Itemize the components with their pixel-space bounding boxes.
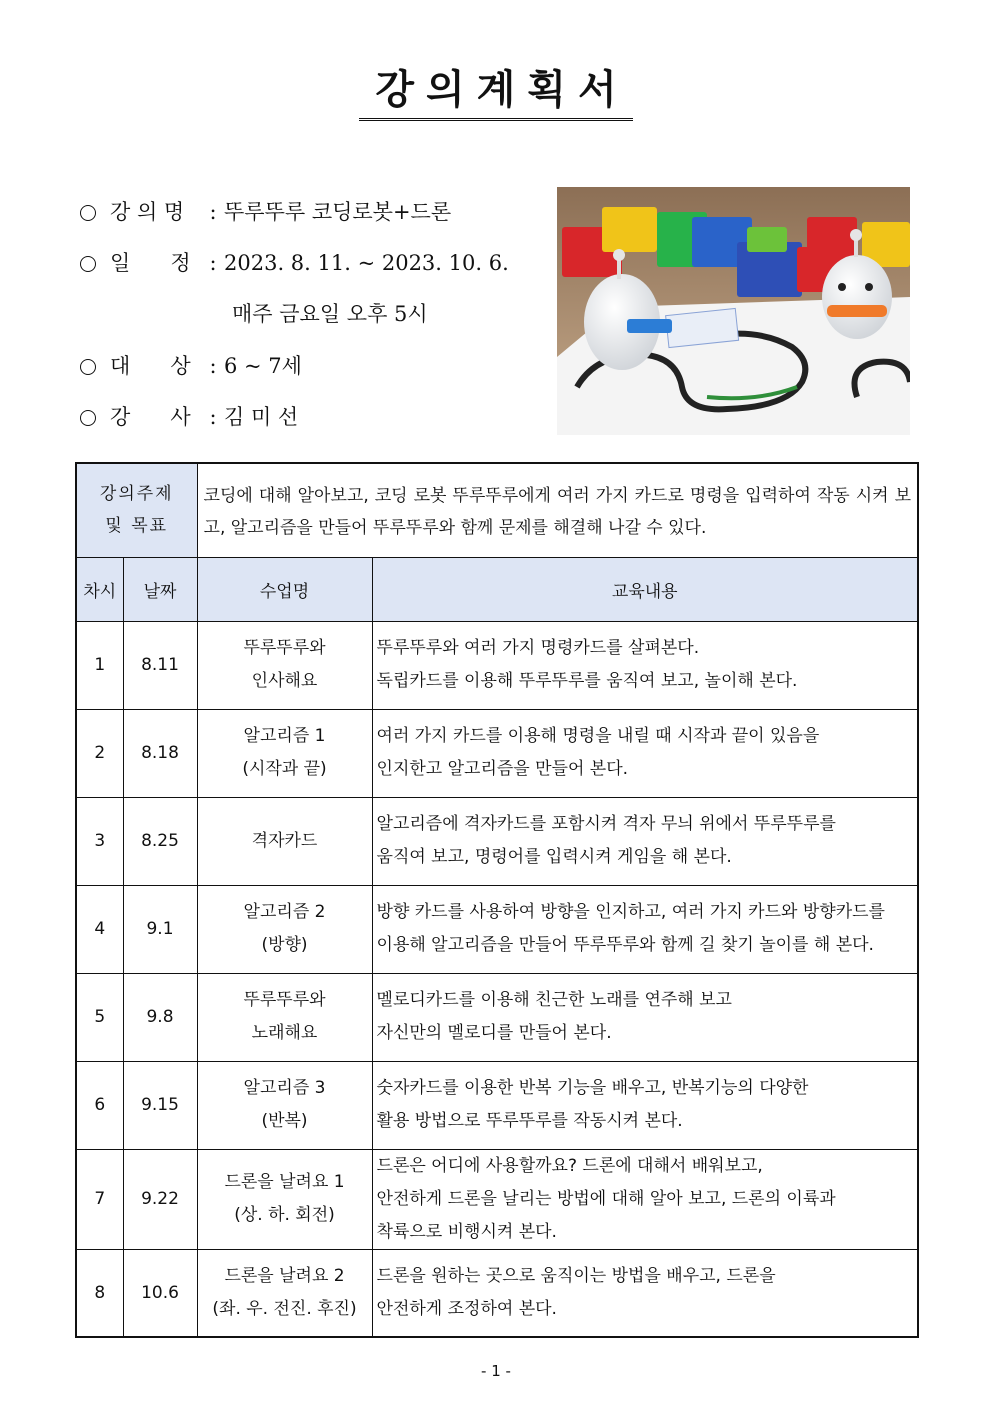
target-value: 6 ~ 7세 — [224, 354, 302, 378]
session-cell: 6 — [76, 1061, 123, 1149]
course-label: 강 의 명 — [110, 200, 185, 224]
date-cell: 9.15 — [123, 1061, 197, 1149]
table-row — [76, 709, 918, 797]
circle-bullet-icon — [80, 256, 96, 272]
info-schedule: 일 정 : 2023. 8. 11. ~ 2023. 10. 6. — [80, 247, 509, 277]
info-instructor: 강 사 : 김 미 선 — [80, 401, 298, 431]
lesson-plan-table — [75, 462, 919, 1338]
circle-bullet-icon — [80, 359, 96, 375]
table-row — [76, 1249, 918, 1337]
class-name-line: 알고리즘 1 — [243, 726, 326, 746]
content-line: 이용해 알고리즘을 만들어 뚜루뚜루와 함께 길 찾기 놀이를 해 본다. — [376, 935, 874, 955]
class-name-cell — [197, 1249, 372, 1337]
goal-label: 강의주제 및 목표 — [76, 463, 197, 557]
content-cell — [372, 1249, 918, 1337]
date-cell: 10.6 — [123, 1249, 197, 1337]
content-line: 뚜루뚜루와 여러 가지 명령카드를 살펴본다. — [376, 638, 700, 658]
session-cell: 2 — [76, 709, 123, 797]
class-name-line: 뚜루뚜루와 — [243, 990, 326, 1010]
schedule-label: 일 정 — [110, 251, 191, 275]
col-content: 교육내용 — [372, 557, 918, 621]
class-name-line: 인사해요 — [251, 671, 318, 691]
content-line: 멜로디카드를 이용해 친근한 노래를 연주해 보고 — [376, 990, 732, 1010]
session-cell: 5 — [76, 973, 123, 1061]
content-line: 알고리즘에 격자카드를 포함시켜 격자 무늬 위에서 뚜루뚜루를 — [376, 814, 836, 834]
content-line: 안전하게 조정하여 본다. — [376, 1298, 557, 1319]
class-name-line: 알고리즘 2 — [243, 902, 326, 922]
document-title: 강의계획서 — [0, 66, 992, 121]
content-line: 드론을 원하는 곳으로 움직이는 방법을 배우고, 드론을 — [376, 1265, 776, 1286]
class-name-cell — [197, 885, 372, 973]
class-name-line: 드론을 날려요 2 — [224, 1265, 345, 1286]
table-row — [76, 621, 918, 709]
schedule-value: 2023. 8. 11. ~ 2023. 10. 6. — [224, 251, 509, 275]
content-line: 인지한고 알고리즘을 만들어 본다. — [376, 759, 629, 779]
content-line: 드론은 어디에 사용할까요? 드론에 대해서 배워보고, — [376, 1155, 763, 1176]
instructor-value: 김 미 선 — [224, 405, 299, 429]
class-name-line: 알고리즘 3 — [243, 1078, 326, 1098]
content-line: 안전하게 드론을 날리는 방법에 대해 알아 보고, 드론의 이륙과 — [376, 1188, 836, 1209]
page-number: - 1 - — [481, 1362, 511, 1380]
date-cell: 8.11 — [123, 621, 197, 709]
class-name-cell — [197, 1061, 372, 1149]
content-cell — [372, 885, 918, 973]
table-row — [76, 1149, 918, 1249]
target-label: 대 상 — [110, 354, 191, 378]
class-name-line: (방향) — [261, 935, 308, 955]
date-cell: 8.25 — [123, 797, 197, 885]
schedule-time: 매주 금요일 오후 5시 — [232, 302, 428, 326]
circle-bullet-icon — [80, 205, 96, 221]
col-session: 차시 — [76, 557, 123, 621]
table-row — [76, 973, 918, 1061]
class-name-line: (반복) — [261, 1111, 308, 1131]
content-cell — [372, 973, 918, 1061]
class-name-line: 뚜루뚜루와 — [243, 638, 326, 658]
class-name-line: (시작과 끝) — [242, 759, 327, 779]
content-line: 방향 카드를 사용하여 방향을 인지하고, 여러 가지 카드와 방향카드를 — [376, 902, 885, 922]
class-name-line: (좌. 우. 전진. 후진) — [212, 1298, 357, 1319]
session-cell: 1 — [76, 621, 123, 709]
col-date: 날짜 — [123, 557, 197, 621]
goal-row — [76, 463, 918, 557]
info-course: 강 의 명 : 뚜루뚜루 코딩로봇+드론 — [80, 196, 451, 226]
date-cell: 9.1 — [123, 885, 197, 973]
class-name-line: 노래해요 — [251, 1023, 318, 1043]
class-name-line: 격자카드 — [251, 830, 318, 851]
date-cell: 9.22 — [123, 1149, 197, 1249]
content-line: 착륙으로 비행시켜 본다. — [376, 1221, 557, 1242]
content-cell — [372, 1061, 918, 1149]
content-line: 여러 가지 카드를 이용해 명령을 내릴 때 시작과 끝이 있음을 — [376, 726, 820, 746]
class-name-line: 드론을 날려요 1 — [224, 1172, 345, 1192]
class-name-cell — [197, 797, 372, 885]
content-line: 활용 방법으로 뚜루뚜루를 작동시켜 본다. — [376, 1111, 683, 1131]
session-cell: 4 — [76, 885, 123, 973]
course-value: 뚜루뚜루 코딩로봇+드론 — [224, 200, 452, 224]
content-cell — [372, 797, 918, 885]
class-name-cell — [197, 973, 372, 1061]
class-name-cell — [197, 1149, 372, 1249]
table-row — [76, 885, 918, 973]
circle-bullet-icon — [80, 410, 96, 426]
content-cell — [372, 709, 918, 797]
goal-text: 코딩에 대해 알아보고, 코딩 로봇 뚜루뚜루에게 여러 가지 카드로 명령을 입력하여 작동 시켜 보고, 알고리즘을 만들어 뚜루뚜루와 함께 문제를 해결해 나갈 수 있다. — [197, 463, 918, 557]
content-line: 움직여 보고, 명령어를 입력시켜 게임을 해 본다. — [376, 847, 732, 867]
table-row — [76, 1061, 918, 1149]
info-target: 대 상 : 6 ~ 7세 — [80, 350, 302, 380]
date-cell: 9.8 — [123, 973, 197, 1061]
content-line: 독립카드를 이용해 뚜루뚜루를 움직여 보고, 놀이해 본다. — [376, 671, 798, 691]
session-cell: 8 — [76, 1249, 123, 1337]
col-class: 수업명 — [197, 557, 372, 621]
class-name-cell — [197, 709, 372, 797]
column-header-row — [76, 557, 918, 621]
table-row — [76, 797, 918, 885]
content-line: 자신만의 멜로디를 만들어 본다. — [376, 1023, 612, 1043]
class-name-cell — [197, 621, 372, 709]
content-line: 숫자카드를 이용한 반복 기능을 배우고, 반복기능의 다양한 — [376, 1078, 809, 1098]
content-cell — [372, 1149, 918, 1249]
instructor-label: 강 사 — [110, 405, 191, 429]
class-name-line: (상. 하. 회전) — [234, 1205, 335, 1225]
session-cell: 7 — [76, 1149, 123, 1249]
date-cell: 8.18 — [123, 709, 197, 797]
session-cell: 3 — [76, 797, 123, 885]
robot-photo — [557, 187, 910, 435]
content-cell — [372, 621, 918, 709]
